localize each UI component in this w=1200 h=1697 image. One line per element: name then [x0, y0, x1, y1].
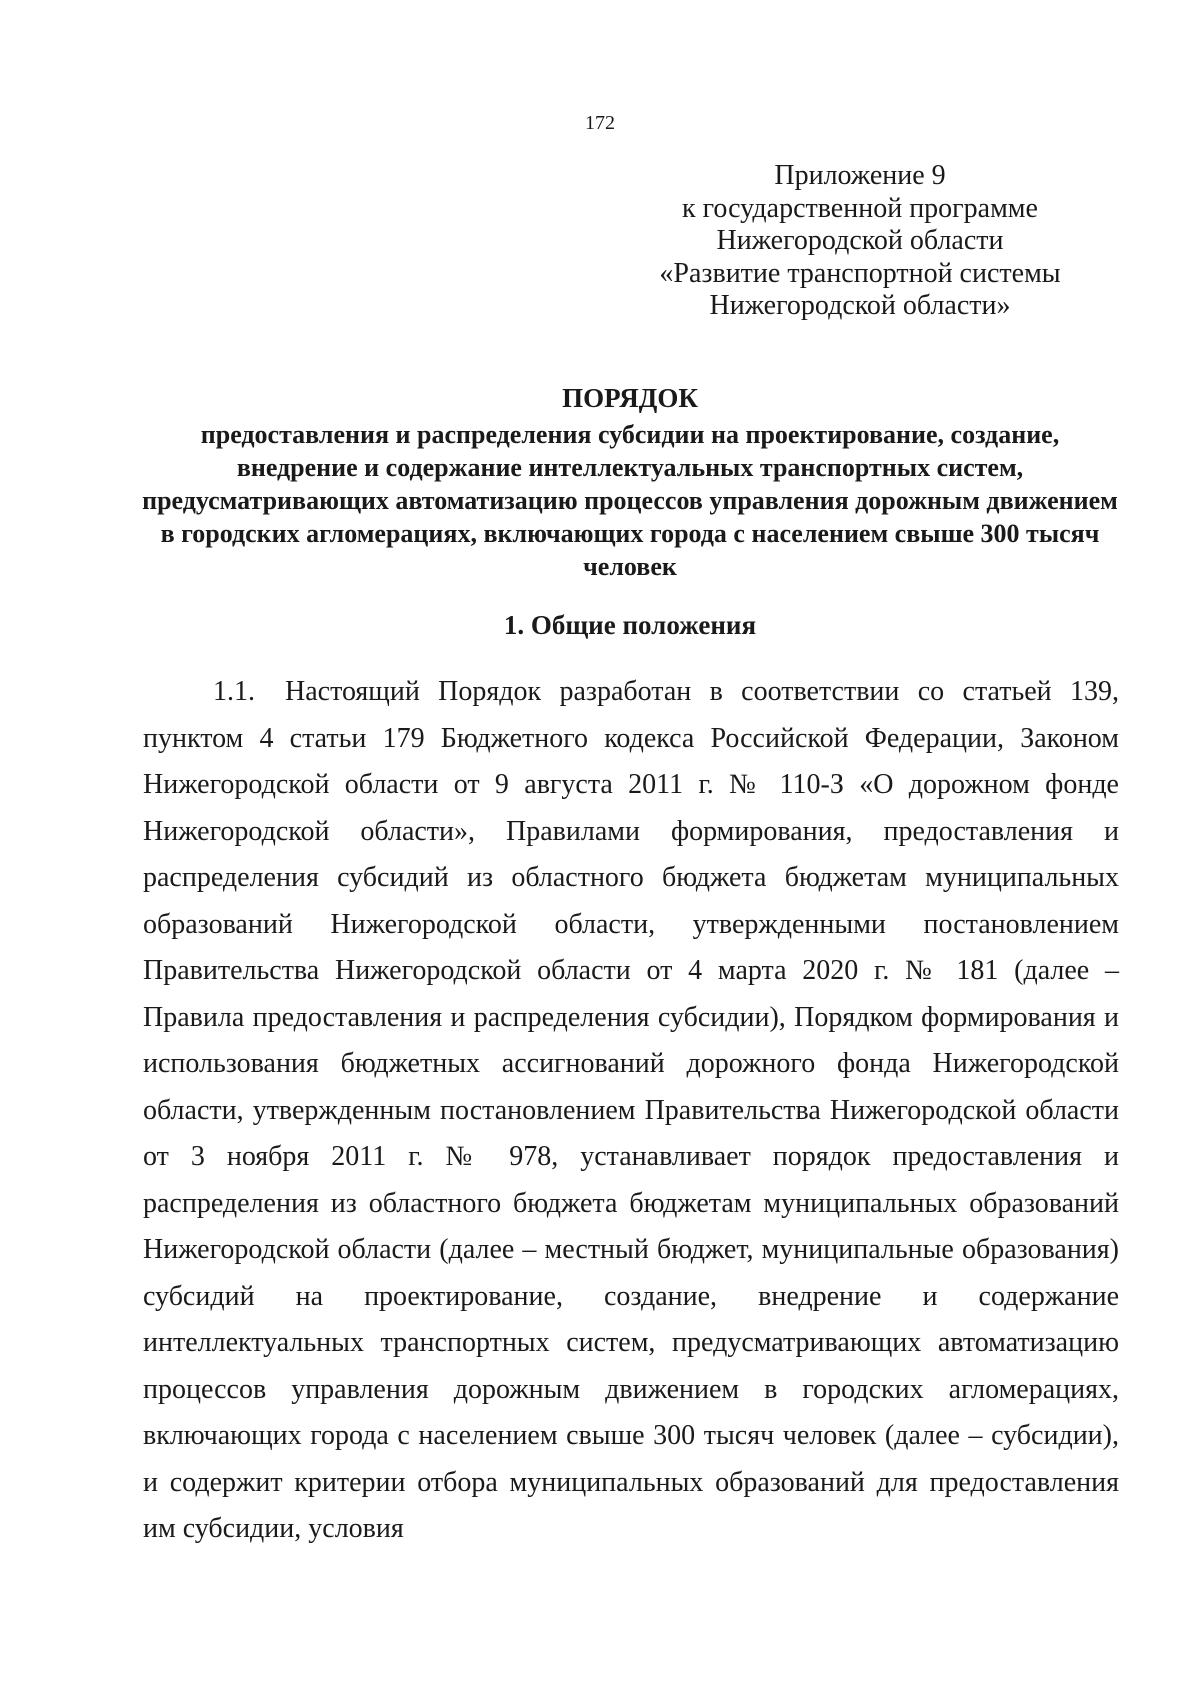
clause-number: 1.1.: [213, 676, 255, 707]
appendix-line: Нижегородской области: [716, 225, 1004, 256]
appendix-header: [650, 160, 1070, 323]
clause-text: Настоящий Порядок разработан в соответствии со статьей 139, пунктом 4 статьи 179 Бюджетного кодекса Российской Федерации, Законом Нижегородской области от 9 августа 2011 г. № 110-З «О дорожном фонде Нижегородской области», Правилами формирования, предоставления и распределения субсидий из областного бюджета бюджетам муниципальных образований Нижегородской области, утвержденными постановлением Правительства Нижегородской области от 4 марта 2020 г. № 181 (далее – Правила предоставления и распределения субсидии), Порядком формирования и использования бюджетных ассигнований дорожного фонда Нижегородской области, утвержденным постановлением Правительства Нижегородской области от 3 ноября 2011 г. № 978, устанавливает порядок предоставления и распределения из областного бюджета бюджетам муниципальных образований Нижегородской области (далее – местный бюджет, муниципальные образования) субсидий на проектирование, создание, внедрение и содержание интеллектуальных транспортных систем, предусматривающих автоматизацию процессов управления дорожным движением в городских агломерациях, включающих города с населением свыше 300 тысяч человек (далее – субсидии), и содержит критерии отбора муниципальных образований для предоставления им субсидии, условия: [143, 676, 1119, 1544]
document-subtitle: предоставления и распределения субсидии на проектирование, создание, внедрение и содержание интеллектуальных транспортных систем, предусматривающих автоматизацию процессов управления дорожным движением в городских агломерациях, включающих города с населением свыше 300 тысяч человек: [142, 420, 1118, 581]
appendix-line: к государственной программе: [682, 192, 1038, 224]
document-title-block: [140, 382, 1120, 583]
page-number: 172: [585, 112, 615, 134]
appendix-line: Приложение 9: [774, 160, 946, 191]
section-heading: 1. Общие положения: [503, 610, 757, 640]
clause-paragraph: [143, 669, 1119, 1553]
appendix-line: «Развитие транспортной системы: [659, 257, 1061, 289]
document-title: ПОРЯДОК: [562, 383, 698, 413]
appendix-line: Нижегородской области»: [709, 290, 1011, 321]
